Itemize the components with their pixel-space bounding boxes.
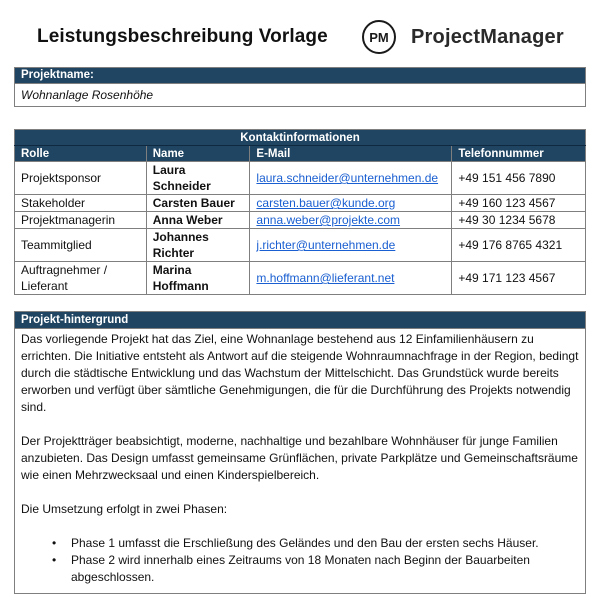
project-background-section: [14, 311, 586, 594]
table-row: [15, 195, 586, 212]
name-cell: Anna Weber: [146, 212, 250, 229]
phone-cell: +49 151 456 7890: [452, 162, 586, 195]
list-item-text: Phase 2 wird innerhalb eines Zeitraums von 18 Monaten nach Beginn der Bauarbeiten abgeschlossen.: [71, 553, 530, 584]
document-title: Leistungsbeschreibung Vorlage: [37, 26, 328, 47]
background-paragraph: Das vorliegende Projekt hat das Ziel, eine Wohnanlage bestehend aus 12 Einfamilienhäusern zu errichten. Die Initiative entsteht als Antwort auf die steigende Wohnraumnachfrage in der Region, bedingt durch die städtische Entwicklung und das Wachstum der Mittelschicht. Das Grundstück wurde bereits erworben und verfügt über sämtliche Genehmigungen, die für die Durchführung des Projekts notwendig sind.: [21, 332, 579, 414]
role-cell: Projektsponsor: [15, 162, 147, 195]
background-paragraph: Der Projektträger beabsichtigt, moderne, nachhaltige und bezahlbare Wohnhäuser für junge Familien anzubieten. Das Design umfasst gemeinsame Grünflächen, private Parkplätze und Gemeinschaftsräume wie einen Mehrzwecksaal und einen Kinderspielbereich.: [21, 434, 578, 482]
name-cell: Marina Hoffmann: [146, 262, 250, 295]
name-cell: Laura Schneider: [146, 162, 250, 195]
list-item: [52, 552, 579, 586]
phone-cell: +49 176 8765 4321: [452, 229, 586, 262]
column-header-name: Name: [146, 146, 250, 162]
email-link[interactable]: anna.weber@projekte.com: [256, 213, 401, 227]
project-background-label: Projekt-hintergrund: [15, 312, 585, 328]
column-header-phone: Telefonnummer: [452, 146, 586, 162]
column-header-role: Rolle: [15, 146, 147, 162]
table-row: [15, 229, 586, 262]
list-item: [52, 535, 579, 552]
project-name-label: Projektname:: [15, 68, 585, 83]
list-item-text: Phase 1 umfasst die Erschließung des Geländes und den Bau der ersten sechs Häuser.: [71, 536, 539, 550]
project-name-value: Wohnanlage Rosenhöhe: [15, 83, 585, 106]
email-link[interactable]: j.richter@unternehmen.de: [256, 238, 396, 252]
name-cell: Carsten Bauer: [146, 195, 250, 212]
email-link[interactable]: carsten.bauer@kunde.org: [256, 196, 396, 210]
phone-cell: +49 30 1234 5678: [452, 212, 586, 229]
brand-name: ProjectManager: [411, 25, 564, 48]
role-cell: Teammitglied: [15, 229, 147, 262]
table-row: [15, 262, 586, 295]
contact-table-header: [15, 146, 586, 162]
email-link[interactable]: laura.schneider@unternehmen.de: [256, 171, 439, 185]
contact-table-title: Kontaktinformationen: [15, 130, 586, 146]
role-cell: Projektmanagerin: [15, 212, 147, 229]
project-name-section: [14, 67, 586, 107]
bullet-icon: •: [52, 536, 57, 550]
phone-cell: +49 171 123 4567: [452, 262, 586, 295]
phase-list: [21, 535, 579, 586]
column-header-email: E-Mail: [250, 146, 452, 162]
table-row: [15, 162, 586, 195]
name-cell: Johannes Richter: [146, 229, 250, 262]
role-cell: Auftragnehmer / Lieferant: [15, 262, 147, 295]
projectmanager-logo: [362, 19, 564, 55]
contact-table: [14, 129, 586, 295]
table-row: [15, 212, 586, 229]
project-background-body: [15, 328, 585, 586]
pm-logo-icon: PM: [362, 20, 396, 54]
email-link[interactable]: m.hoffmann@lieferant.net: [256, 271, 395, 285]
bullet-icon: •: [52, 553, 57, 567]
phone-cell: +49 160 123 4567: [452, 195, 586, 212]
background-paragraph: Die Umsetzung erfolgt in zwei Phasen:: [21, 502, 228, 516]
role-cell: Stakeholder: [15, 195, 147, 212]
